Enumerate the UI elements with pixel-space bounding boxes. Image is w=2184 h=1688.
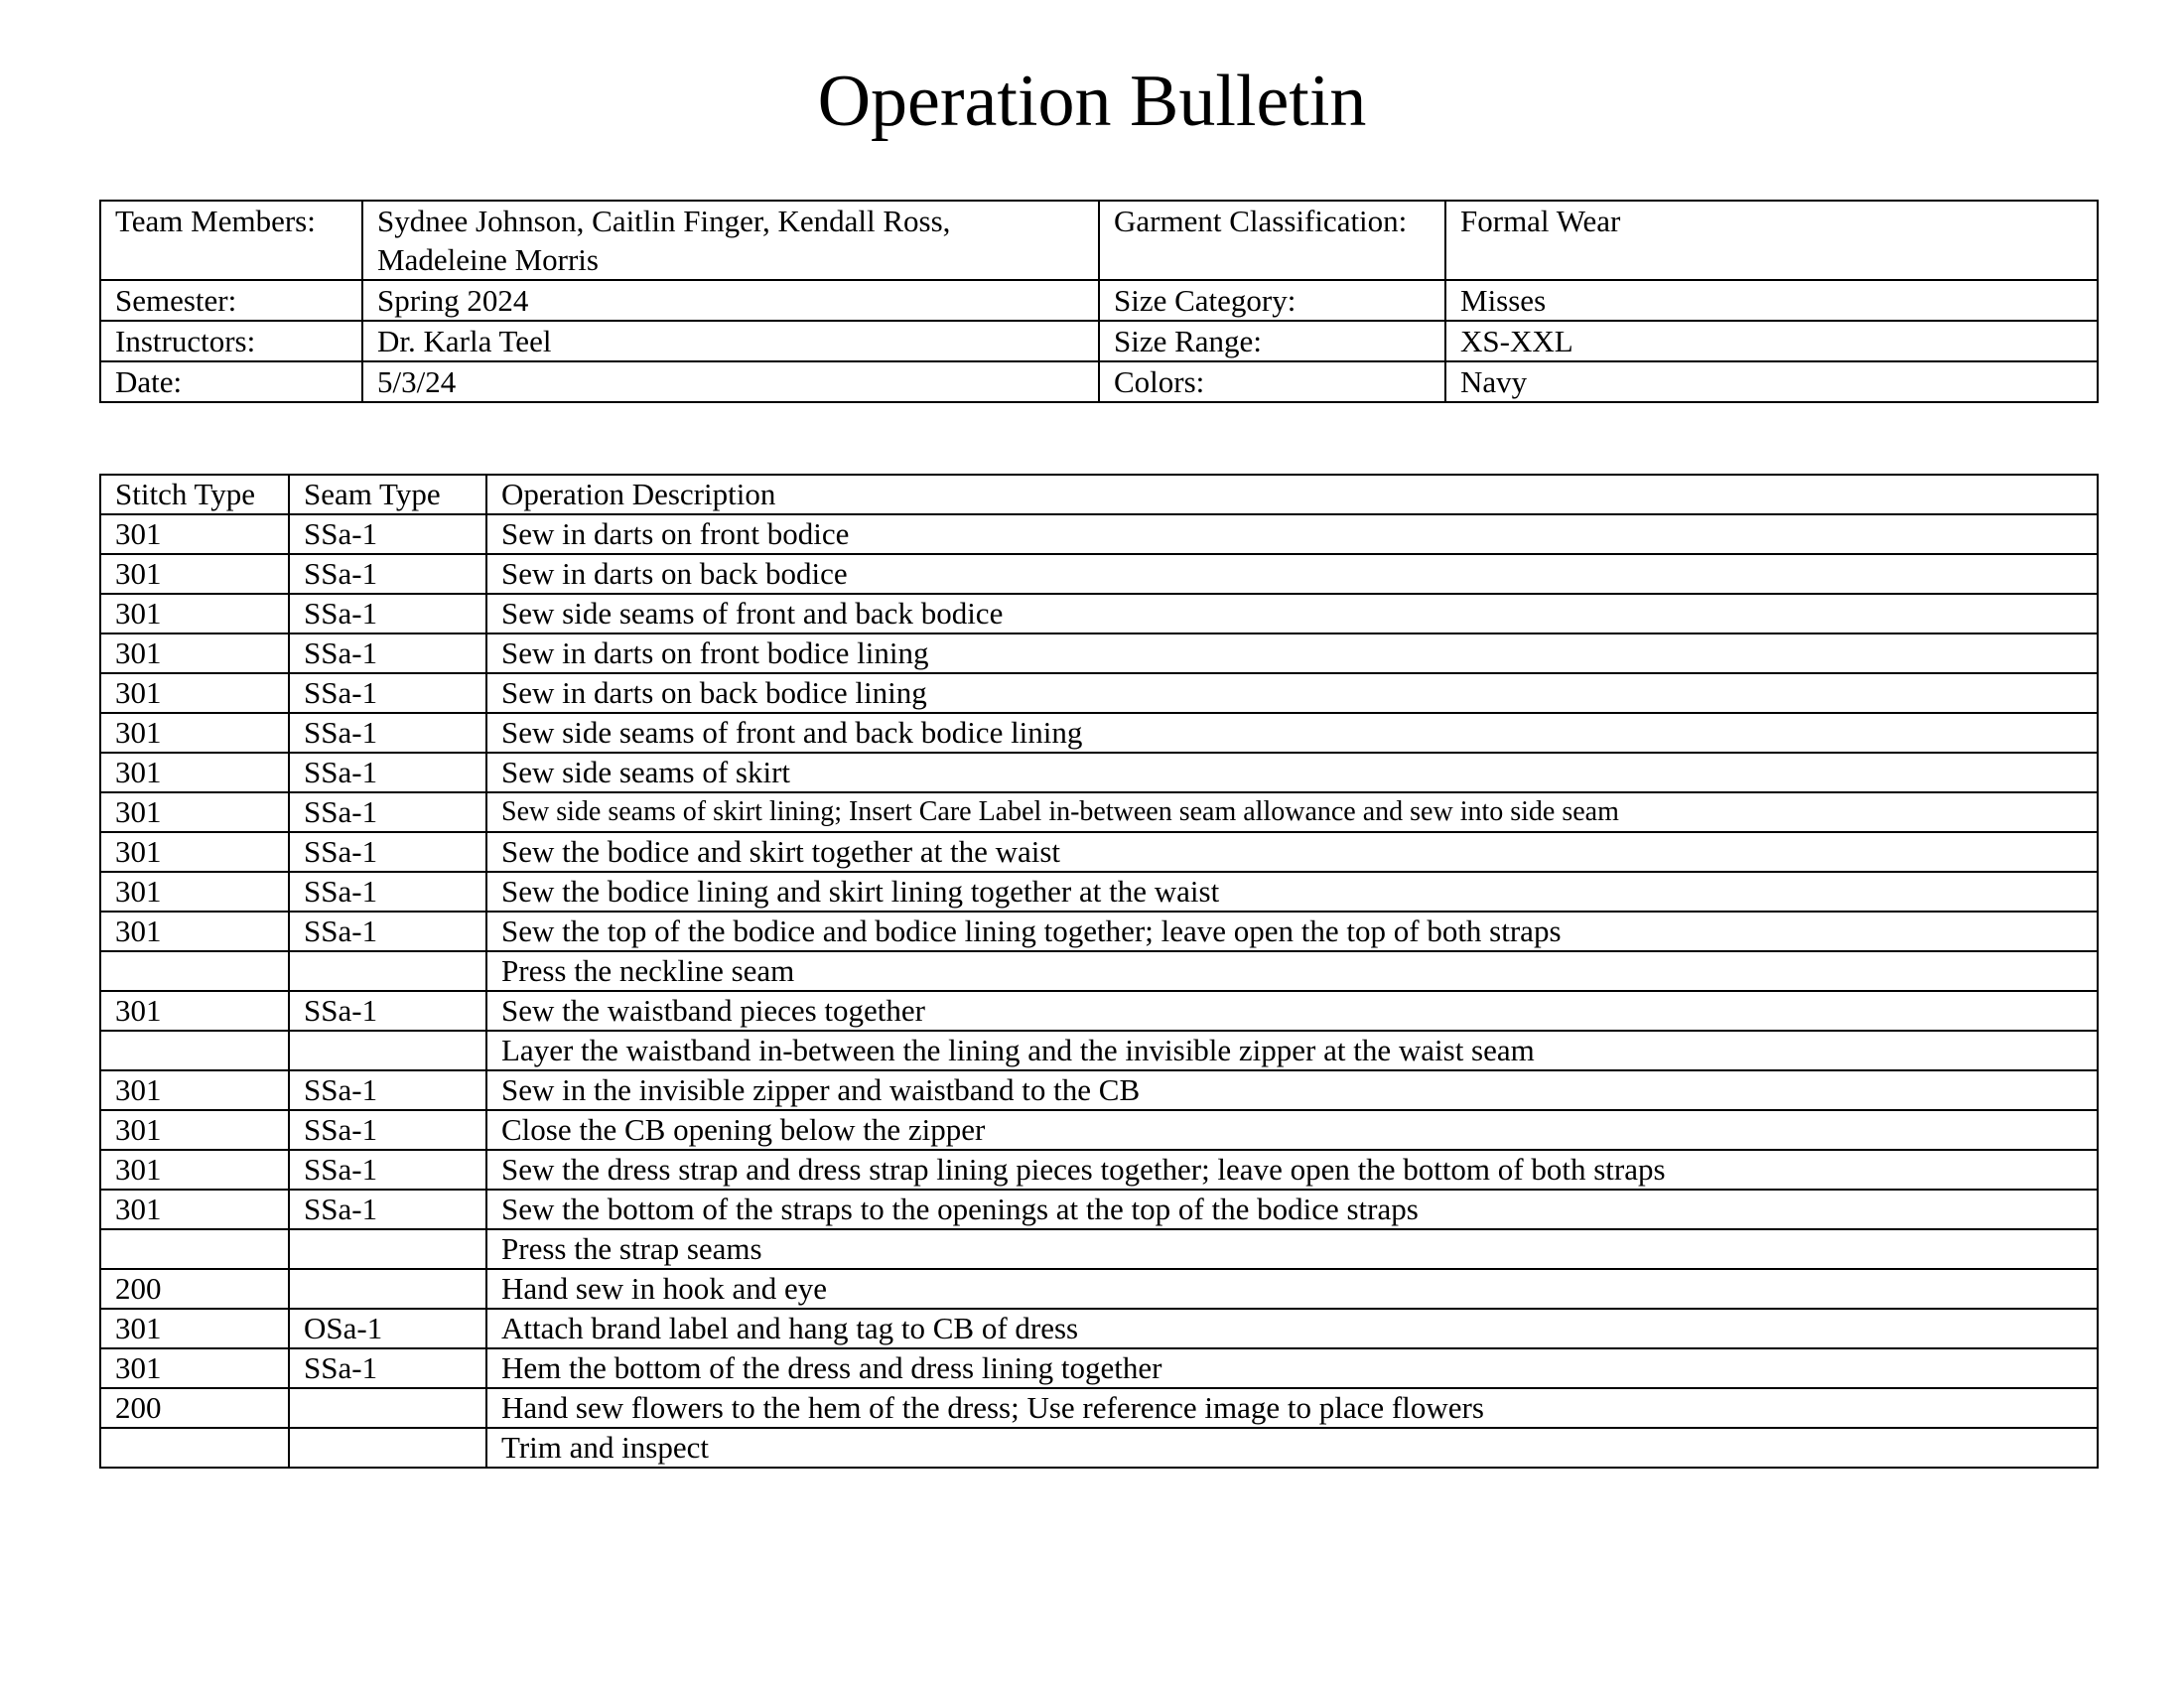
- seam-type-cell: SSa-1: [289, 554, 486, 594]
- stitch-type-cell: 301: [100, 713, 289, 753]
- seam-type-cell: SSa-1: [289, 1150, 486, 1190]
- info-table: [99, 200, 2099, 403]
- table-row: [100, 1190, 2098, 1229]
- semester-label: Semester:: [100, 280, 362, 321]
- size-range-label: Size Range:: [1099, 321, 1445, 361]
- stitch-type-cell: 301: [100, 633, 289, 673]
- operation-description-cell: Sew the bodice lining and skirt lining together at the waist: [486, 872, 2098, 912]
- date-value: 5/3/24: [362, 361, 1099, 402]
- stitch-type-cell: 301: [100, 753, 289, 792]
- garment-classification-label: Garment Classification:: [1099, 201, 1445, 280]
- info-row-instructors: [100, 321, 2098, 361]
- stitch-type-cell: [100, 1031, 289, 1070]
- operation-description-cell: Hem the bottom of the dress and dress lining together: [486, 1348, 2098, 1388]
- seam-type-cell: SSa-1: [289, 514, 486, 554]
- table-row: [100, 1428, 2098, 1468]
- stitch-type-cell: 301: [100, 1110, 289, 1150]
- table-row: [100, 872, 2098, 912]
- operation-description-cell: Sew the dress strap and dress strap lining pieces together; leave open the bottom of both straps: [486, 1150, 2098, 1190]
- seam-type-cell: SSa-1: [289, 673, 486, 713]
- operation-description-cell: Layer the waistband in-between the lining and the invisible zipper at the waist seam: [486, 1031, 2098, 1070]
- size-category-label: Size Category:: [1099, 280, 1445, 321]
- seam-type-cell: SSa-1: [289, 1110, 486, 1150]
- stitch-type-cell: 301: [100, 673, 289, 713]
- operation-description-cell: Sew in the invisible zipper and waistband to the CB: [486, 1070, 2098, 1110]
- stitch-type-cell: 301: [100, 554, 289, 594]
- table-row: [100, 991, 2098, 1031]
- seam-type-cell: SSa-1: [289, 912, 486, 951]
- operation-description-cell: Sew side seams of front and back bodice lining: [486, 713, 2098, 753]
- colors-label: Colors:: [1099, 361, 1445, 402]
- stitch-type-cell: [100, 951, 289, 991]
- stitch-type-cell: 301: [100, 514, 289, 554]
- seam-type-cell: SSa-1: [289, 753, 486, 792]
- colors-value: Navy: [1445, 361, 2098, 402]
- table-row: [100, 1309, 2098, 1348]
- table-row: [100, 1031, 2098, 1070]
- table-row: [100, 1269, 2098, 1309]
- size-range-value: XS-XXL: [1445, 321, 2098, 361]
- stitch-type-header: Stitch Type: [100, 475, 289, 514]
- operation-description-cell: Press the neckline seam: [486, 951, 2098, 991]
- operation-description-cell: Sew in darts on back bodice: [486, 554, 2098, 594]
- table-row: [100, 1150, 2098, 1190]
- table-row: [100, 753, 2098, 792]
- seam-type-cell: SSa-1: [289, 1348, 486, 1388]
- stitch-type-cell: 301: [100, 792, 289, 832]
- seam-type-cell: SSa-1: [289, 594, 486, 633]
- seam-type-cell: [289, 1428, 486, 1468]
- table-row: [100, 514, 2098, 554]
- seam-type-cell: SSa-1: [289, 872, 486, 912]
- operation-description-cell: Attach brand label and hang tag to CB of dress: [486, 1309, 2098, 1348]
- table-row: [100, 832, 2098, 872]
- team-members-value: Sydnee Johnson, Caitlin Finger, Kendall Ross, Madeleine Morris: [362, 201, 1099, 280]
- garment-classification-value: Formal Wear: [1445, 201, 2098, 280]
- table-row: [100, 1388, 2098, 1428]
- stitch-type-cell: 301: [100, 1190, 289, 1229]
- operation-description-cell: Hand sew in hook and eye: [486, 1269, 2098, 1309]
- stitch-type-cell: [100, 1229, 289, 1269]
- seam-type-cell: SSa-1: [289, 1070, 486, 1110]
- date-label: Date:: [100, 361, 362, 402]
- seam-type-cell: SSa-1: [289, 713, 486, 753]
- stitch-type-cell: 301: [100, 1348, 289, 1388]
- table-row: [100, 792, 2098, 832]
- stitch-type-cell: 301: [100, 1150, 289, 1190]
- stitch-type-cell: 301: [100, 991, 289, 1031]
- stitch-type-cell: 200: [100, 1269, 289, 1309]
- stitch-type-cell: 301: [100, 1309, 289, 1348]
- instructors-value: Dr. Karla Teel: [362, 321, 1099, 361]
- table-row: [100, 673, 2098, 713]
- seam-type-cell: [289, 1388, 486, 1428]
- table-row: [100, 1229, 2098, 1269]
- operation-description-cell: Sew in darts on front bodice lining: [486, 633, 2098, 673]
- stitch-type-cell: [100, 1428, 289, 1468]
- stitch-type-cell: 200: [100, 1388, 289, 1428]
- team-members-label: Team Members:: [100, 201, 362, 280]
- seam-type-cell: SSa-1: [289, 633, 486, 673]
- table-row: [100, 912, 2098, 951]
- operation-description-cell: Press the strap seams: [486, 1229, 2098, 1269]
- semester-value: Spring 2024: [362, 280, 1099, 321]
- stitch-type-cell: 301: [100, 912, 289, 951]
- table-row: [100, 594, 2098, 633]
- table-row: [100, 633, 2098, 673]
- table-row: [100, 713, 2098, 753]
- operation-description-cell: Sew the top of the bodice and bodice lining together; leave open the top of both straps: [486, 912, 2098, 951]
- stitch-type-cell: 301: [100, 832, 289, 872]
- table-row: [100, 1110, 2098, 1150]
- operation-description-cell: Trim and inspect: [486, 1428, 2098, 1468]
- size-category-value: Misses: [1445, 280, 2098, 321]
- operations-header-row: [100, 475, 2098, 514]
- info-row-team: [100, 201, 2098, 280]
- table-row: [100, 1348, 2098, 1388]
- operations-table: [99, 474, 2099, 1469]
- seam-type-cell: [289, 1269, 486, 1309]
- operation-description-header: Operation Description: [486, 475, 2098, 514]
- operation-description-cell: Sew the bodice and skirt together at the waist: [486, 832, 2098, 872]
- seam-type-cell: SSa-1: [289, 1190, 486, 1229]
- operation-description-cell: Close the CB opening below the zipper: [486, 1110, 2098, 1150]
- operation-description-cell: Sew side seams of front and back bodice: [486, 594, 2098, 633]
- operation-description-cell: Sew in darts on front bodice: [486, 514, 2098, 554]
- seam-type-cell: SSa-1: [289, 991, 486, 1031]
- seam-type-cell: [289, 1229, 486, 1269]
- operation-description-cell: Sew side seams of skirt: [486, 753, 2098, 792]
- operation-description-cell: Sew side seams of skirt lining; Insert Care Label in-between seam allowance and sew into side seam: [486, 792, 2098, 832]
- operation-description-cell: Sew the waistband pieces together: [486, 991, 2098, 1031]
- operation-description-cell: Sew the bottom of the straps to the openings at the top of the bodice straps: [486, 1190, 2098, 1229]
- stitch-type-cell: 301: [100, 872, 289, 912]
- seam-type-cell: [289, 1031, 486, 1070]
- page-title: Operation Bulletin: [817, 61, 1367, 142]
- info-row-semester: [100, 280, 2098, 321]
- seam-type-cell: SSa-1: [289, 792, 486, 832]
- operation-description-cell: Sew in darts on back bodice lining: [486, 673, 2098, 713]
- operation-description-cell: Hand sew flowers to the hem of the dress; Use reference image to place flowers: [486, 1388, 2098, 1428]
- seam-type-header: Seam Type: [289, 475, 486, 514]
- seam-type-cell: SSa-1: [289, 832, 486, 872]
- operations-body: [100, 514, 2098, 1468]
- table-row: [100, 1070, 2098, 1110]
- table-row: [100, 554, 2098, 594]
- table-row: [100, 951, 2098, 991]
- stitch-type-cell: 301: [100, 594, 289, 633]
- seam-type-cell: OSa-1: [289, 1309, 486, 1348]
- instructors-label: Instructors:: [100, 321, 362, 361]
- info-row-date: [100, 361, 2098, 402]
- stitch-type-cell: 301: [100, 1070, 289, 1110]
- seam-type-cell: [289, 951, 486, 991]
